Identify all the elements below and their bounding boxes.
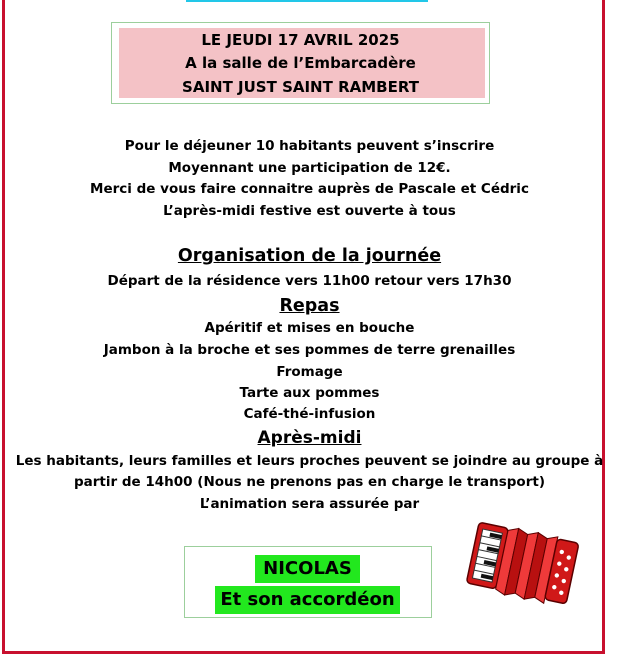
repas-item: Jambon à la broche et ses pommes de terre grenailles [103, 342, 516, 358]
repas-item: Tarte aux pommes [239, 385, 380, 401]
organisation-schedule: Départ de la résidence vers 11h00 retour vers 17h30 [107, 273, 512, 289]
intro-line-3: Merci de vous faire connaitre auprès de Pascale et Cédric [90, 181, 529, 197]
performer-tagline: Et son accordéon [215, 586, 400, 614]
intro-line-4: L’après-midi festive est ouverte à tous [163, 203, 456, 219]
repas-item: Apéritif et mises en bouche [204, 320, 415, 336]
event-date: LE JEUDI 17 AVRIL 2025 [201, 31, 400, 49]
accordion-icon [463, 518, 581, 614]
intro-line-1: Pour le déjeuner 10 habitants peuvent s’inscrire [124, 138, 495, 154]
top-banner-edge [186, 0, 428, 2]
performer-name: NICOLAS [255, 555, 360, 583]
repas-item: Fromage [276, 364, 343, 380]
apres-midi-line-1: Les habitants, leurs familles et leurs proches peuvent se joindre au groupe à [15, 453, 604, 469]
organisation-heading: Organisation de la journée [177, 246, 442, 266]
event-town: SAINT JUST SAINT RAMBERT [182, 78, 419, 96]
performer-box [184, 546, 432, 618]
apres-midi-line-3: L’animation sera assurée par [199, 496, 420, 512]
repas-item: Café-thé-infusion [243, 406, 376, 422]
repas-heading: Repas [279, 296, 340, 316]
event-venue: A la salle de l’Embarcadère [185, 54, 416, 72]
apres-midi-line-2: partir de 14h00 (Nous ne prenons pas en charge le transport) [74, 474, 545, 490]
apres-midi-heading: Après-midi [257, 428, 362, 448]
intro-line-2: Moyennant une participation de 12€. [168, 160, 451, 176]
event-info-box [111, 22, 490, 104]
